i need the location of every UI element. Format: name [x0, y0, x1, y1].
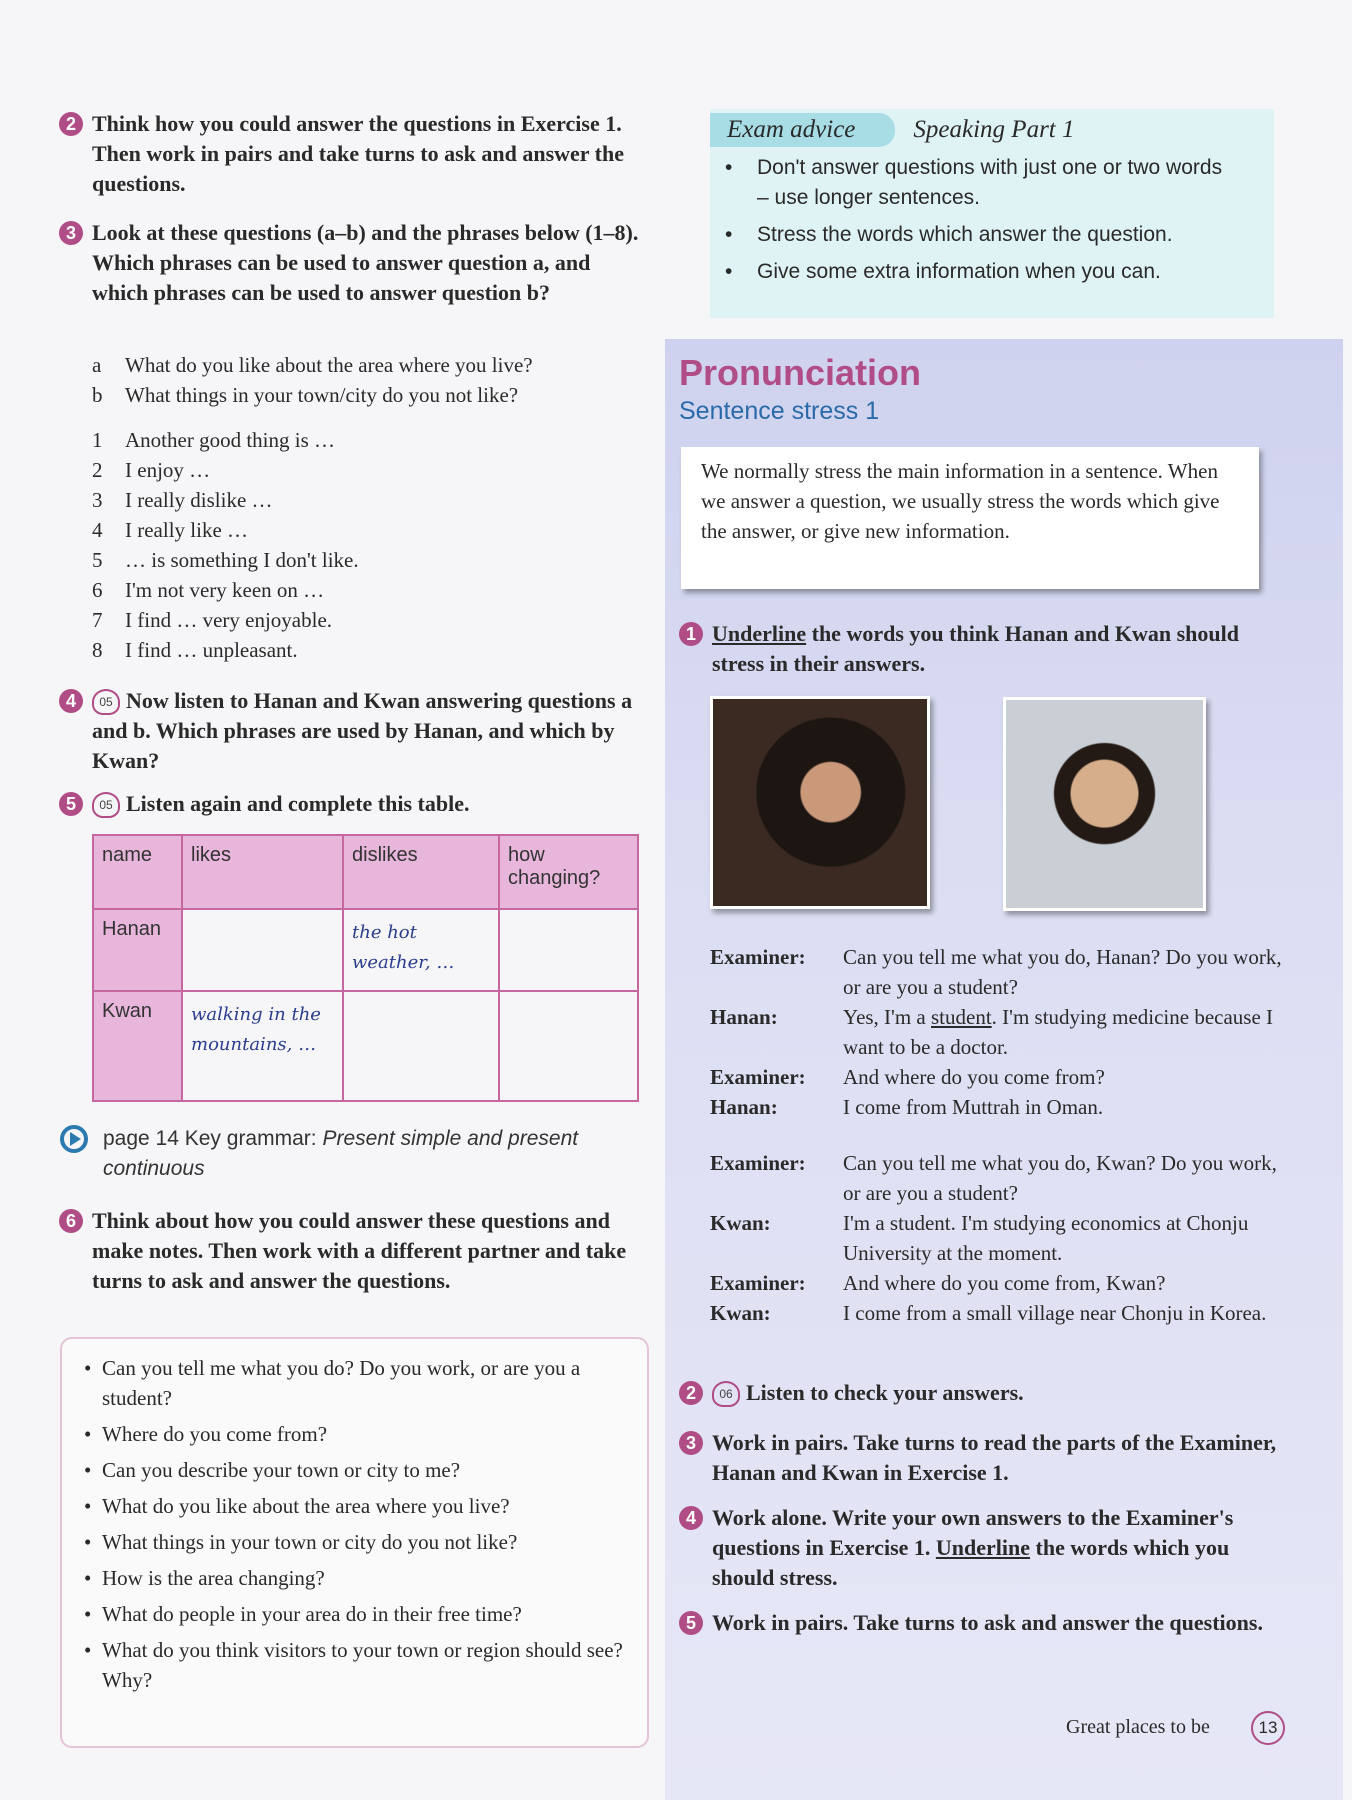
phrase-list: [92, 425, 359, 665]
table-row: [93, 909, 638, 991]
line-text: Can you tell me what you do, Kwan? Do you work, or are you a student?: [843, 1151, 1277, 1205]
list-item: [92, 545, 359, 575]
grammar-reference[interactable]: [60, 1124, 620, 1184]
exercise-number: 2: [59, 112, 83, 136]
item-text: I find … unpleasant.: [125, 638, 298, 662]
speaker: Examiner:: [710, 1151, 806, 1175]
list-item: [92, 455, 359, 485]
exercise-number: 4: [679, 1506, 703, 1530]
exercise-number: 3: [679, 1431, 703, 1455]
exercise-text: Listen again and complete this table.: [126, 791, 470, 816]
exercise-2: [65, 109, 652, 199]
list-item: [92, 485, 359, 515]
line-text: And where do you come from?: [843, 1065, 1105, 1089]
advice-item: • Don't answer questions with just one or two words – use longer sentences.: [710, 153, 1230, 213]
exercise-text: Work in pairs. Take turns to ask and answer the questions.: [712, 1610, 1263, 1635]
line-text: I come from a small village near Chonju in Korea.: [843, 1301, 1267, 1325]
exercise-text: the words you think Hanan and Kwan should stress in their answers.: [712, 621, 1239, 676]
item-text: I really dislike …: [125, 488, 273, 512]
exam-advice-tag: Exam advice: [710, 113, 895, 147]
list-item: [92, 575, 359, 605]
page-number: 13: [1251, 1711, 1285, 1745]
list-item: [92, 515, 359, 545]
item-text: Another good thing is …: [125, 428, 335, 452]
exercise-text: Listen to check your answers.: [746, 1380, 1024, 1405]
item-text: I'm not very keen on …: [125, 578, 325, 602]
item-key: b: [92, 383, 103, 407]
list-item: [92, 635, 359, 665]
item-key: 7: [92, 608, 103, 632]
pron-exercise-2: [685, 1378, 1282, 1408]
question-list: [92, 350, 533, 410]
item-key: 5: [92, 548, 103, 572]
exercise-number: 5: [679, 1611, 703, 1635]
line-text-start: Yes, I'm a: [843, 1005, 931, 1029]
item-key: 1: [92, 428, 103, 452]
exercise-text: Now listen to Hanan and Kwan answering questions a and b. Which phrases are used by Hanan, and which by Kwan?: [92, 688, 633, 773]
pron-exercise-1: [685, 619, 1282, 679]
item-key: 2: [92, 458, 103, 482]
list-item: • Can you tell me what you do? Do you work, or are you a student?: [102, 1353, 627, 1413]
questions-box: [60, 1337, 649, 1748]
line-text-end: . I'm studying medicine because I want to be a doctor.: [843, 1005, 1274, 1059]
exam-advice-box: [710, 109, 1274, 318]
exercise-text-end: the words which you should stress.: [712, 1535, 1230, 1590]
speaker: Examiner:: [710, 1271, 806, 1295]
speaker: Examiner:: [710, 945, 806, 969]
kwan-photo: [1003, 697, 1206, 911]
list-item: • What things in your town or city do you not like?: [102, 1527, 627, 1557]
table-cell[interactable]: [182, 909, 343, 991]
dialogue-line: [710, 1298, 1293, 1328]
dialogue-kwan: [710, 1148, 1293, 1328]
table-cell[interactable]: [343, 991, 499, 1101]
dialogue-line: [710, 942, 1293, 1002]
advice-item: • Stress the words which answer the question.: [710, 220, 1230, 250]
header-cell: dislikes: [343, 835, 499, 909]
list-item: • What do you think visitors to your town or region should see? Why?: [102, 1635, 627, 1695]
exercise-number: 1: [679, 622, 703, 646]
underline-word: Underline: [712, 621, 807, 646]
exercise-3: [65, 218, 652, 308]
header-cell: likes: [182, 835, 343, 909]
underline-word: student: [931, 1005, 992, 1029]
exercise-text: Work in pairs. Take turns to read the parts of the Examiner, Hanan and Kwan in Exercise 1.: [712, 1430, 1277, 1485]
line-text: Can you tell me what you do, Hanan? Do you work, or are you a student?: [843, 945, 1282, 999]
list-item: [92, 605, 359, 635]
list-item: • Can you describe your town or city to me?: [102, 1455, 627, 1485]
item-text: What things in your town/city do you not like?: [125, 383, 519, 407]
dialogue-hanan: [710, 942, 1293, 1122]
table-cell[interactable]: [499, 991, 638, 1101]
exercise-text: Think how you could answer the questions in Exercise 1. Then work in pairs and take turns to ask and answer the questions.: [92, 111, 624, 196]
hanan-photo: [710, 696, 930, 909]
exercise-4: [65, 686, 652, 776]
audio-track-icon[interactable]: 05: [92, 792, 120, 818]
list-item: [92, 380, 533, 410]
list-item: • What do you like about the area where you live?: [102, 1491, 627, 1521]
likes-dislikes-table: [92, 834, 639, 1102]
exercise-number: 6: [59, 1209, 83, 1233]
item-text: What do you like about the area where you live?: [125, 353, 533, 377]
list-item: • What do people in your area do in their free time?: [102, 1599, 627, 1629]
pron-exercise-4: [685, 1503, 1282, 1593]
item-text: I find … very enjoyable.: [125, 608, 333, 632]
underline-word: Underline: [935, 1535, 1031, 1560]
dialogue-line: [710, 1002, 1293, 1062]
line-text: I come from Muttrah in Oman.: [843, 1095, 1104, 1119]
audio-track-icon[interactable]: 05: [92, 689, 120, 715]
exercise-text: Think about how you could answer these questions and make notes. Then work with a different partner and take turns to ask and answer the questions.: [92, 1208, 627, 1293]
pronunciation-note: We normally stress the main information in a sentence. When we answer a question, we usually stress the words which give the answer, or give new information.: [681, 447, 1259, 589]
header-cell: name: [93, 835, 182, 909]
exercise-number: 3: [59, 221, 83, 245]
arrow-right-icon: [60, 1125, 88, 1153]
item-key: 8: [92, 638, 103, 662]
exercise-number: 2: [679, 1381, 703, 1405]
item-key: 4: [92, 518, 103, 542]
item-key: a: [92, 353, 102, 377]
table-cell[interactable]: walking in the mountains, …: [182, 991, 343, 1101]
pronunciation-subtitle: Sentence stress 1: [679, 397, 880, 425]
unit-title: Great places to be: [1066, 1716, 1210, 1738]
speaker: Kwan:: [710, 1211, 771, 1235]
exercise-number: 5: [59, 792, 83, 816]
header-cell: how changing?: [499, 835, 638, 909]
table-cell[interactable]: [499, 909, 638, 991]
list-item: • Where do you come from?: [102, 1419, 627, 1449]
exam-advice-title: Speaking Part 1: [913, 116, 1075, 143]
exercise-6: [65, 1206, 632, 1296]
pron-exercise-3: [685, 1428, 1282, 1488]
table-row: [93, 991, 638, 1101]
item-text: … is something I don't like.: [125, 548, 359, 572]
item-text: I really like …: [125, 518, 249, 542]
line-text: [843, 1002, 1293, 1062]
speaker: Hanan:: [710, 1005, 778, 1029]
speaker: Examiner:: [710, 1065, 806, 1089]
audio-track-icon[interactable]: 06: [712, 1381, 740, 1407]
line-text: And where do you come from, Kwan?: [843, 1271, 1166, 1295]
speaker: Kwan:: [710, 1301, 771, 1325]
pron-exercise-5: [685, 1608, 1282, 1638]
table-cell[interactable]: the hot weather, …: [343, 909, 499, 991]
item-key: 3: [92, 488, 103, 512]
line-text: I'm a student. I'm studying economics at Chonju University at the moment.: [843, 1211, 1249, 1265]
item-key: 6: [92, 578, 103, 602]
exercise-text: Look at these questions (a–b) and the phrases below (1–8). Which phrases can be used to answer question a, and which phrases can be used to answer question b?: [92, 220, 639, 305]
grammar-ref-page: page 14 Key grammar:: [103, 1127, 317, 1150]
grammar-ref-topic: Present simple and present continuous: [103, 1127, 579, 1180]
item-text: I enjoy …: [125, 458, 211, 482]
dialogue-line: [710, 1092, 1293, 1122]
advice-item: • Give some extra information when you can.: [710, 257, 1230, 287]
speaker: Hanan:: [710, 1095, 778, 1119]
dialogue-line: [710, 1208, 1293, 1268]
exercise-5: [65, 789, 652, 819]
list-item: [92, 350, 533, 380]
table-header-row: [93, 835, 638, 909]
list-item: [92, 425, 359, 455]
dialogue-line: [710, 1268, 1293, 1298]
dialogue-line: [710, 1062, 1293, 1092]
list-item: • How is the area changing?: [102, 1563, 627, 1593]
exercise-number: 4: [59, 689, 83, 713]
name-cell: Kwan: [93, 991, 182, 1101]
exercise-text: Work alone. Write your own answers to the Examiner's questions in Exercise 1.: [712, 1505, 1234, 1560]
pronunciation-title: Pronunciation: [679, 352, 921, 393]
name-cell: Hanan: [93, 909, 182, 991]
dialogue-line: [710, 1148, 1293, 1208]
